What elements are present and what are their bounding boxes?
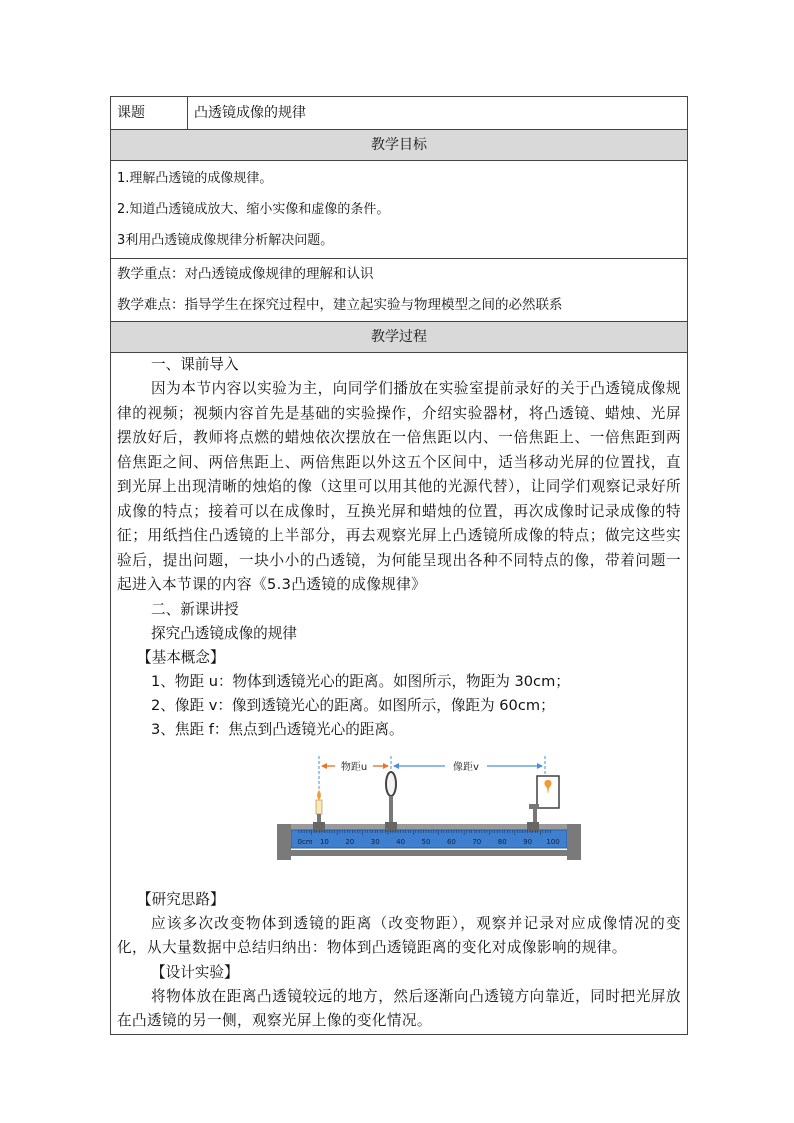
image-distance-label: 像距v xyxy=(453,761,479,773)
arrow-right-icon xyxy=(383,763,389,769)
candle-flame-icon xyxy=(317,790,321,800)
section-1-title: 一、课前导入 xyxy=(151,356,239,373)
concept-item-1: 1、物距 u：物体到透镜光心的距离。如图所示，物距为 30cm； xyxy=(151,672,570,690)
concept-heading: 【基本概念】 xyxy=(137,648,225,666)
object-distance-label: 物距u xyxy=(340,761,368,773)
ruler-tick-label: 80 xyxy=(497,837,507,846)
goals-heading: 教学目标 xyxy=(111,130,688,161)
lesson-plan-table xyxy=(110,96,688,1035)
optical-bench-figure xyxy=(277,750,587,890)
ruler-tick-label: 100 xyxy=(546,837,560,846)
ruler-tick-label: 30 xyxy=(370,837,380,846)
section-2-subtitle: 探究凸透镜成像的规律 xyxy=(151,624,297,642)
convex-lens-icon xyxy=(386,772,396,796)
process-cell xyxy=(111,353,688,1035)
candle-icon xyxy=(316,800,322,814)
topic-label: 课题 xyxy=(111,97,188,130)
topic-value: 凸透镜成像的规律 xyxy=(188,97,688,130)
section-2-title: 二、新课讲授 xyxy=(151,600,239,618)
optical-bench-figure-area xyxy=(117,742,681,888)
concept-item-2: 2、像距 v：像到透镜光心的距离。如图所示，像距为 60cm； xyxy=(151,696,555,714)
section-1-paragraph: 因为本节内容以实验为主，向同学们播放在实验室提前录好的关于凸透镜成像规律的视频；视频内容首先是基础的实验操作，介绍实验器材，将凸透镜、蜡烛、光屏摆放好后，教师将点燃的蜡烛依次摆放在一倍焦距以内、一倍焦距上、一倍焦距到两倍焦距之间、两倍焦距上、两倍焦距以外这五个区间中，适当移动光屏的位置找，直到光屏上出现清晰的烛焰的像（这里可以用其他的光源代替），让同学们观察记录好所成像的特点；接着可以在成像时，互换光屏和蜡烛的位置，再次成像时记录成像的特征；用纸挡住凸透镜的上半部分，再去观察光屏上凸透镜所成像的特点；做完这些实验后，提出问题，一块小小的凸透镜，为何能呈现出各种不同特点的像，带着问题一起进入本节课的内容《5.3凸透镜的成像规律》 xyxy=(117,380,681,593)
ruler-tick-label: 60 xyxy=(446,837,456,846)
concept-item-3: 3、焦距 f：焦点到凸透镜光心的距离。 xyxy=(151,720,404,738)
ruler-tick-label: 10 xyxy=(319,837,329,846)
arrow-left-icon xyxy=(321,763,327,769)
goals-list xyxy=(111,161,688,259)
research-idea-paragraph: 应该多次改变物体到透镜的距离（改变物距），观察并记录对应成像情况的变化，从大量数据中总结归纳出：物体到凸透镜距离的变化对成像影响的规律。 xyxy=(117,914,681,956)
ruler-tick-label: 90 xyxy=(523,837,533,846)
keypoints-cell xyxy=(111,259,688,322)
goal-item-3: 3利用凸透镜成像规律分析解决问题。 xyxy=(117,233,334,248)
ruler-tick-label: 40 xyxy=(396,837,406,846)
ruler-tick-label: 70 xyxy=(472,837,482,846)
teaching-difficulty: 教学难点：指导学生在探究过程中，建立起实验与物理模型之间的必然联系 xyxy=(117,297,563,313)
design-paragraph: 将物体放在距离凸透镜较远的地方，然后逐渐向凸透镜方向靠近，同时把光屏放在凸透镜的另一侧，观察光屏上像的变化情况。 xyxy=(117,987,681,1029)
research-idea-heading: 【研究思路】 xyxy=(137,890,225,908)
ruler-tick-label: 0cm xyxy=(297,837,313,846)
goal-item-2: 2.知道凸透镜成放大、缩小实像和虚像的条件。 xyxy=(117,202,390,217)
ruler-tick-label: 20 xyxy=(345,837,355,846)
teaching-focus: 教学重点：对凸透镜成像规律的理解和认识 xyxy=(117,266,374,282)
ruler-tick-label: 50 xyxy=(421,837,431,846)
goal-item-1: 1.理解凸透镜的成像规律。 xyxy=(117,171,273,186)
design-heading: 【设计实验】 xyxy=(151,963,239,981)
process-heading: 教学过程 xyxy=(111,322,688,353)
